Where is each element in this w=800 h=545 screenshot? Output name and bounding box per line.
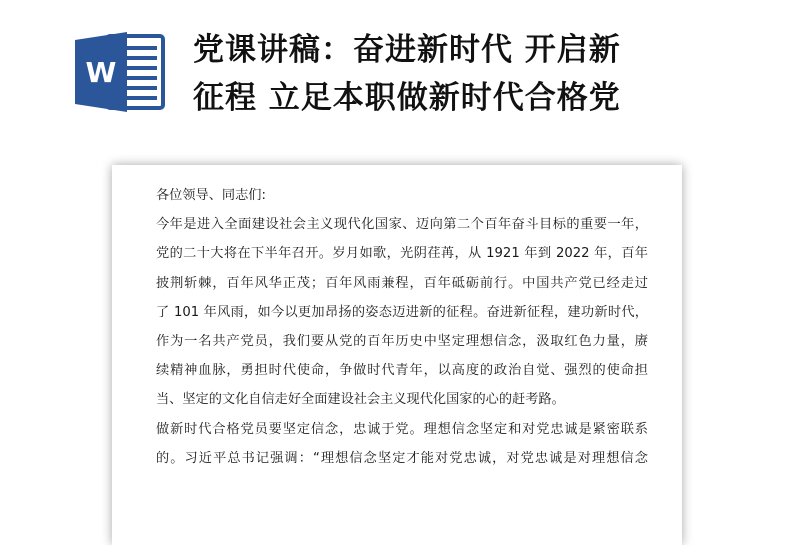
body-line: 做新时代合格党员要坚定信念，忠诚于党。理想信念坚定和对党忠诚是紧密联系 bbox=[156, 421, 648, 437]
greeting-line: 各位领导、同志们: bbox=[156, 188, 266, 203]
body-line: 党的二十大将在下半年召开。岁月如歌，光阴荏苒，从 1921 年到 2022 年，百年 bbox=[156, 246, 648, 262]
body-line: 作为一名共产党员，我们要从党的百年历史中坚定理想信念，汲取红色力量，赓 bbox=[156, 333, 648, 349]
body-line: 披荆斩棘，百年风华正茂；百年风雨兼程，百年砥砺前行。中国共产党已经走过 bbox=[156, 275, 648, 291]
document-body bbox=[156, 181, 648, 473]
body-line: 了 101 年风雨，如今以更加昂扬的姿态迈进新的征程。奋进新征程，建功新时代， bbox=[156, 304, 648, 320]
page-title bbox=[193, 26, 773, 122]
microsoft-word-icon bbox=[75, 30, 165, 114]
body-line: 今年是进入全面建设社会主义现代化国家、迈向第二个百年奋斗目标的重要一年， bbox=[156, 217, 648, 233]
body-line: 续精神血脉，勇担时代使命，争做时代青年，以高度的政治自觉、强烈的使命担 bbox=[156, 363, 648, 379]
title-line-1: 党课讲稿：奋进新时代 开启新 bbox=[193, 32, 621, 68]
word-icon-letter: W bbox=[85, 56, 117, 89]
body-line: 的。习近平总书记强调：“理想信念坚定才能对党忠诚，对党忠诚是对理想信念 bbox=[156, 450, 648, 466]
body-line: 当、坚定的文化自信走好全面建设社会主义现代化国家的心的赶考路。 bbox=[156, 392, 565, 408]
preview-header bbox=[0, 0, 800, 130]
title-line-2: 征程 立足本职做新时代合格党 bbox=[193, 80, 621, 116]
